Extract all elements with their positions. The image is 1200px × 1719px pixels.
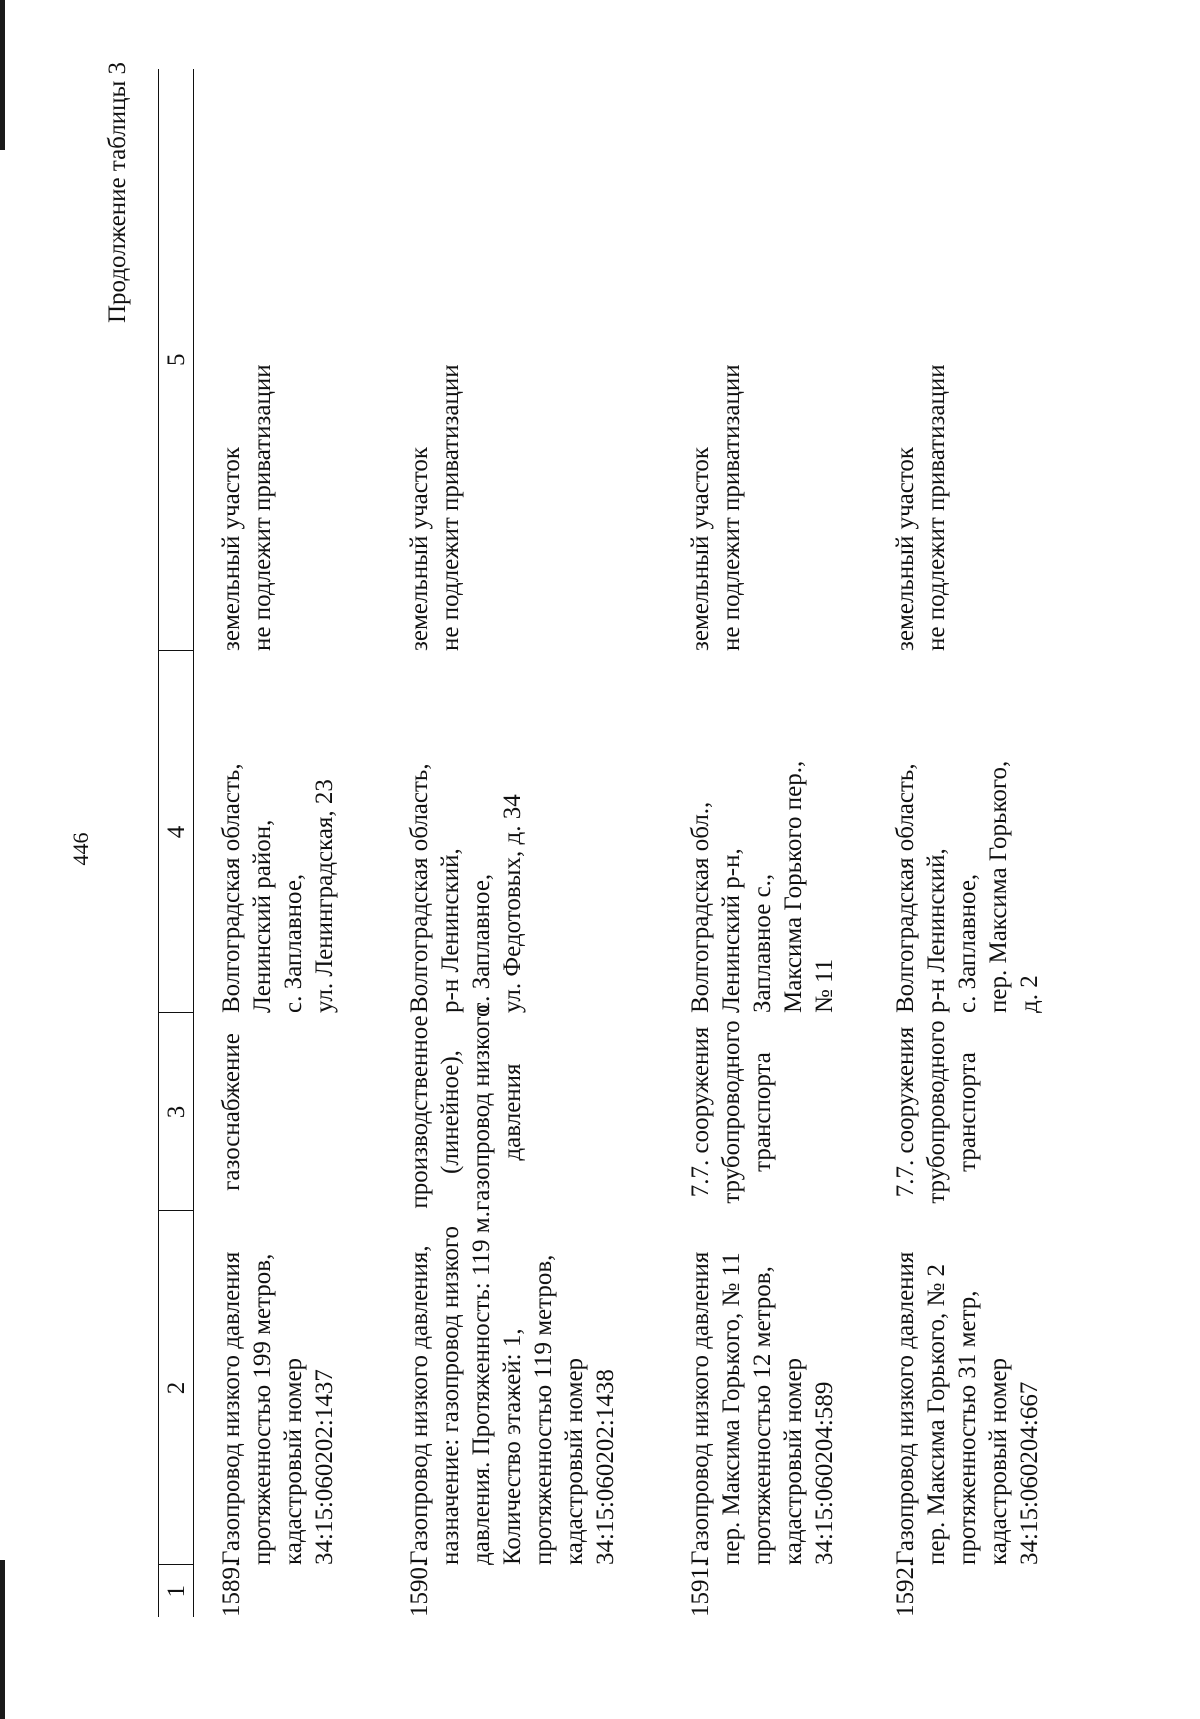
text-line: с. Заплавное,: [468, 873, 495, 1013]
text-line: Газопровод низкого давления,: [406, 1245, 433, 1565]
text-line: давления. Протяженность: 119 м.: [468, 1211, 495, 1565]
column-header: 4: [159, 651, 194, 1013]
table-row: [216, 69, 340, 1617]
text-line: кадастровый номер: [280, 1357, 307, 1565]
text-line: с. Заплавное,: [954, 873, 981, 1013]
object-name-cell: [216, 1211, 340, 1565]
text-line: Количество этажей: 1,: [499, 1328, 526, 1565]
text-line: производственное: [406, 1015, 433, 1209]
row-spacer-cell: [840, 69, 890, 1617]
text-line: Волгоградская область,: [218, 763, 245, 1013]
text-line: 34:15:060204:667: [1016, 1381, 1043, 1565]
row-spacer-cell: [621, 69, 685, 1617]
text-line: Максима Горького пер.,: [780, 760, 807, 1013]
note-cell: [890, 69, 1045, 651]
row-spacer-cell: [340, 69, 404, 1617]
column-header: 5: [159, 69, 194, 651]
row-spacer: [194, 69, 217, 1617]
row-spacer: [840, 69, 890, 1617]
object-name-cell: [890, 1211, 1045, 1565]
object-name-cell: [404, 1211, 621, 1565]
text-line: 7.7. сооружения: [687, 1026, 714, 1198]
text-line: протяженностью 119 метров,: [530, 1254, 557, 1565]
text-line: назначение: газопровод низкого: [437, 1225, 464, 1565]
text-line: земельный участок: [406, 446, 433, 651]
text-line: 7.7. сооружения: [892, 1026, 919, 1198]
text-line: Газопровод низкого давления: [218, 1251, 245, 1565]
text-line: (линейное),: [437, 1050, 464, 1174]
row-number-cell: 1591.: [687, 1560, 714, 1617]
text-line: Газопровод низкого давления: [892, 1251, 919, 1565]
text-line: не подлежит приватизации: [923, 364, 950, 651]
text-line: пер. Максима Горького,: [985, 760, 1012, 1013]
address-cell: [404, 651, 621, 1013]
text-line: 34:15:060204:589: [811, 1381, 838, 1565]
text-line: р-н Ленинский,: [923, 848, 950, 1013]
text-line: пер. Максима Горького, № 11: [718, 1252, 745, 1565]
row-number-cell: 1589.: [218, 1560, 245, 1617]
text-line: пер. Максима Горького, № 2: [923, 1263, 950, 1565]
text-line: не подлежит приватизации: [437, 364, 464, 651]
table-caption: Продолжение таблицы 3: [104, 61, 131, 323]
address-cell: [890, 651, 1045, 1013]
row-number-cell: 1590.: [406, 1560, 433, 1617]
text-line: Волгоградская область,: [892, 763, 919, 1013]
text-line: земельный участок: [892, 446, 919, 651]
row-number-cell: 1592.: [892, 1560, 919, 1617]
table-header-row: [159, 69, 194, 1617]
text-line: транспорта: [749, 1052, 776, 1172]
text-line: Волгоградская обл.,: [687, 801, 714, 1013]
page-number: 446: [68, 832, 93, 866]
text-line: Ленинский район,: [249, 819, 276, 1013]
purpose-cell: [890, 1013, 1045, 1211]
property-table: [158, 69, 1045, 1617]
text-line: протяженностью 199 метров,: [249, 1253, 276, 1565]
note-cell: [404, 69, 621, 651]
text-line: ул. Федотовых, д. 34: [499, 794, 526, 1013]
note-cell: [685, 69, 840, 651]
text-line: не подлежит приватизации: [249, 364, 276, 651]
text-line: кадастровый номер: [780, 1357, 807, 1565]
text-line: с. Заплавное,: [280, 873, 307, 1013]
text-line: Заплавное с.,: [749, 873, 776, 1013]
text-line: не подлежит приватизации: [718, 364, 745, 651]
text-line: земельный участок: [687, 446, 714, 651]
text-line: ул. Ленинградская, 23: [311, 779, 338, 1013]
row-spacer-cell: [194, 69, 217, 1617]
text-line: кадастровый номер: [985, 1357, 1012, 1565]
column-header: 1: [159, 1565, 194, 1617]
row-spacer: [340, 69, 404, 1617]
note-cell: [216, 69, 340, 651]
text-line: газоснабжение: [218, 1033, 245, 1191]
text-line: р-н Ленинский,: [437, 848, 464, 1013]
purpose-cell: [404, 1004, 621, 1211]
text-line: трубопроводного: [718, 1020, 745, 1204]
text-line: Газопровод низкого давления: [687, 1251, 714, 1565]
text-line: трубопроводного: [923, 1020, 950, 1204]
text-line: № 11: [811, 958, 838, 1013]
row-spacer: [621, 69, 685, 1617]
column-header: 3: [159, 1013, 194, 1211]
text-line: протяженностью 12 метров,: [749, 1266, 776, 1565]
text-line: протяженностью 31 метр,: [954, 1290, 981, 1565]
text-line: Ленинский р-н,: [718, 848, 745, 1013]
text-line: кадастровый номер: [561, 1357, 588, 1565]
address-cell: [216, 651, 340, 1013]
text-line: газопровод низкого: [468, 1004, 495, 1211]
text-line: земельный участок: [218, 446, 245, 651]
column-header: 2: [159, 1211, 194, 1565]
table-row: [404, 69, 621, 1617]
text-line: Волгоградская область,: [406, 763, 433, 1013]
text-line: 34:15:060202:1438: [592, 1369, 619, 1565]
table-row: [890, 69, 1045, 1617]
text-line: 34:15:060202:1437: [311, 1369, 338, 1565]
text-line: давления: [499, 1063, 526, 1161]
text-line: д. 2: [1016, 975, 1043, 1013]
purpose-cell: [216, 1013, 340, 1211]
text-line: транспорта: [954, 1052, 981, 1172]
purpose-cell: [685, 1013, 840, 1211]
object-name-cell: [685, 1211, 840, 1565]
table-row: [685, 69, 840, 1617]
address-cell: [685, 651, 840, 1013]
